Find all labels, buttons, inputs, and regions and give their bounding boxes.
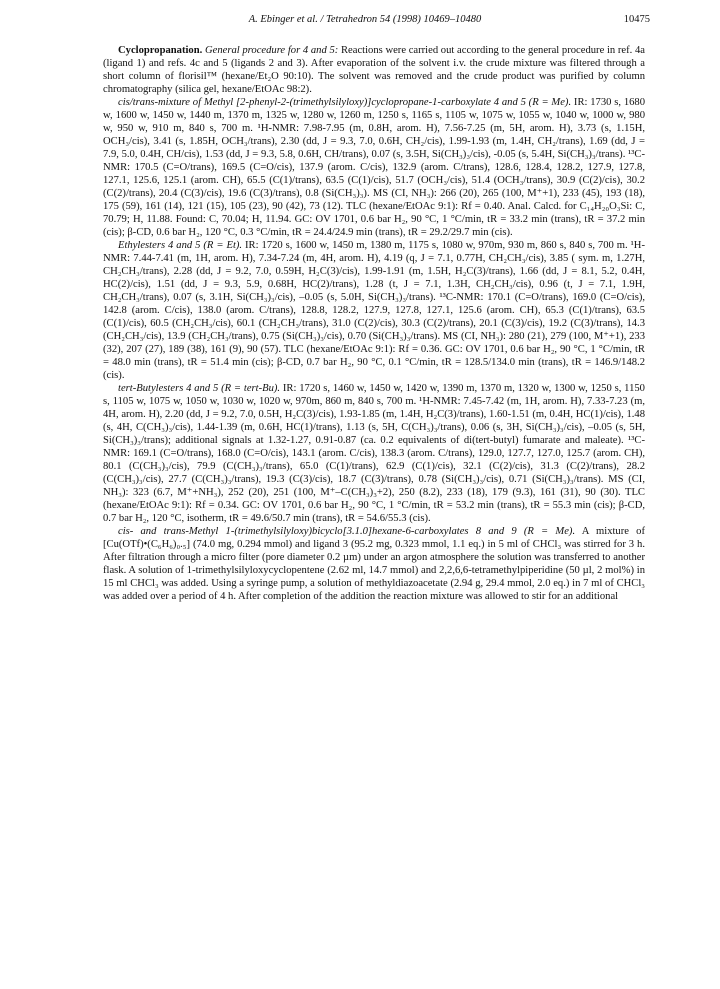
article-body (103, 44, 645, 603)
procedure-title: General procedure for 4 and 5: (202, 45, 339, 56)
paragraph-text: Reactions were carried out according to the general procedure in ref. 4a (ligand 1) and refs. 4c and 5 (ligands 2 and 3). After evaporation of the solvent i.v. the crude mixture was filtered through a short column of florisil™ (hexane/Et₂O 90:10). The solvent was removed and the crude product was purified by column chromatography (silica gel, hexane/EtOAc 98:2). (103, 45, 645, 95)
paragraph-text: IR: 1720 s, 1460 w, 1450 w, 1420 w, 1390 m, 1370 m, 1320 w, 1300 w, 1250 s, 1150 s, 1105 w, 1075 w, 1050 w, 1030 w, 1020 w, 970m, 860 m, 840 s, 700 m. ¹H-NMR: 7.45-7.42 (m, 1H, arom. H), 7.33-7.23 (m, 4H, arom. H), 2.20 (dd, J = 9.2, 7.0, 0.5H, H₂C(3)/cis), 1.93-1.85 (m, 1.4H, H₂C(3)/trans), 1.60-1.51 (m, 0.4H, HC(1)/cis), 1.48 (s, 4H, C(CH₃)₃/cis), 1.44-1.39 (m, 0.6H, HC(1)/trans), 1.13 (s, 5H, C(CH₃)₃/trans), 0.06 (s, 3H, Si(CH₃)₃/cis), –0.05 (s, 5H, Si(CH₃)₃/trans); additional signals at 1.32-1.27, 0.91-0.87 (ca. 0.2 equivalents of di(tert-butyl) fumarate and maleate). ¹³C-NMR: 169.1 (C=O/trans), 168.0 (C=O/cis), 143.1 (arom. C/cis), 138.3 (arom. C/trans), 129.0, 127.7, 127.0, 125.7 (arom. CH), 80.1 (C(CH₃)₃/cis), 79.9 (C(CH₃)₃/trans), 65.0 (C(1)/trans), 62.9 (C(1)/cis), 32.1 (C(2)/cis), 31.3 (C(2)/trans), 28.2 (C(CH₃)₃/cis), 27.7 (C(CH₃)₃/trans), 19.3 (C(3)/cis), 18.7 (C(3)/trans), 0.78 (Si(CH₃)₃/cis), 0.71 (Si(CH₃)₃/trans). MS (CI, NH₃): 323 (6.7, M⁺+NH₃), 252 (20), 251 (100, M⁺–C(CH₃)₃+2), 250 (8.2), 233 (18), 179 (9.3), 161 (31), 90 (30). TLC (hexane/EtOAc 9:1): Rf = 0.34. GC: OV 1701, 0.6 bar H₂, 90 °C, 1 °C/min, tR = 53.2 min (trans), tR = 55.3 min (cis); β-CD, 0.7 bar H₂, 120 °C, isotherm, tR = 49.6/50.7 min (trans), tR = 54.6/55.3 (cis). (103, 383, 645, 524)
paragraph-text: IR: 1730 s, 1680 w, 1600 w, 1450 w, 1440 m, 1370 m, 1325 w, 1280 w, 1260 m, 1250 s, 1165 s, 1105 w, 1075 w, 1055 w, 1040 w, 1000 w, 980 w, 950 w, 910 m, 840 s, 700 m. ¹H-NMR: 7.98-7.95 (m, 0.8H, arom. H), 7.56-7.25 (m, 5H, arom. H), 3.73 (s, 1.15H, OCH₃/cis), 3.41 (s, 1.85H, OCH₃/trans), 2.30 (dd, J = 9.3, 7.0, 0.6H, CH₂/cis), 1.99-1.93 (m, 1.4H, CH₂/trans), 1.69 (dd, J = 7.9, 5.0, 0.4H, CH/cis), 1.53 (dd, J = 9.3, 5.8, 0.6H, CH/trans), 0.07 (s, 3.5H, Si(CH₃)₃/cis), -0.05 (s, 5.4H, Si(CH₃)₃/trans). ¹³C-NMR: 170.5 (C=O/trans), 169.5 (C=O/cis), 137.9 (arom. C/cis), 132.9 (arom. C/trans), 128.6, 128.4, 128.2, 127.9, 127.8, 127.1, 125.6, 125.1 (arom. CH), 65.5 (C(1)/trans), 63.5 (C(1)/cis), 51.7 (OCH₃/cis), 51.4 (OCH₃/trans), 30.9 (C(2)/cis), 30.2 (C(2)/trans), 20.4 (C(3)/cis), 19.6 (C(3)/trans), 0.8 (Si(CH₃)₃). MS (CI, NH₃): 266 (20), 265 (100, M⁺+1), 233 (45), 193 (18), 175 (59), 161 (14), 121 (15), 105 (23), 90 (42), 73 (12). TLC (hexane/EtOAc 9:1): Rf = 0.40. Anal. Calcd. for C₁₄H₂₀O₃Si: C, 70.79; H, 11.88. Found: C, 70.04; H, 11.94. GC: OV 1701, 0.6 bar H₂, 90 °C, 1 °C/min, tR = 33.2 min (trans), tR = 37.2 min (cis); β-CD, 0.6 bar H₂, 120 °C, 0.3 °C/min, tR = 24.4/24.9 min (trans), tR = 29.2/29.7 min (cis). (103, 97, 646, 238)
paragraph-ethyl-esters (103, 239, 645, 382)
compound-title: Ethylesters 4 and 5 (R = Et). (118, 240, 243, 251)
page-number: 10475 (623, 14, 650, 25)
compound-title: tert-Butylesters 4 and 5 (R = tert-Bu). (118, 383, 281, 394)
paragraph-text: IR: 1720 s, 1600 w, 1450 m, 1380 m, 1175 s, 1080 w, 970m, 930 m, 860 s, 840 s, 700 m. ¹H-NMR: 7.44-7.41 (m, 1H, arom. H), 7.34-7.24 (m, 4H, arom. H), 4.19 (q, J = 7.1, 0.77H, CH₂CH₃/cis), 3.85 ( sym. m, 1.27H, CH₂CH₃/trans), 2.28 (dd, J = 9.2, 7.0, 0.59H, H₂C(3)/cis), 1.99-1.91 (m, 1.5H, H₂C(3)/trans), 1.66 (dd, J = 8.1, 5.2, 0.4H, HC(2)/cis), 1.51 (dd, J = 9.3, 5.9, 0.68H, HC(2)/trans), 1.28 (t, J = 7.1, 1.3H, CH₂CH₃/cis), 0.96 (t, J = 7.1, 1.9H, CH₂CH₃/trans), 0.07 (s, 3.1H, Si(CH₃)₃/cis), –0.05 (s, 5.0H, Si(CH₃)₃/trans). ¹³C-NMR: 170.1 (C=O/trans), 169.0 (C=O/cis), 142.8 (arom. C/cis), 138.0 (arom. C/trans), 128.8, 128.2, 127.9, 127.8, 127.1, 125.6 (arom. CH), 65.3 (C(1)/trans), 63.5 (C(1)/cis), 60.5 (CH₂CH₃/cis), 60.1 (CH₂CH₃/trans), 31.0 (C(2)/cis), 30.3 (C(2)/trans), 20.1 (C(3)/cis), 19.2 (C(3)/trans), 14.3 (CH₂CH₃/cis), 13.9 (CH₂CH₃/trans), 0.75 (Si(CH₃)₃/cis), 0.70 (Si(CH₃)₃/trans). MS (CI, NH₃): 280 (21), 279 (100, M⁺+1), 233 (32), 207 (27), 189 (38), 161 (9), 90 (57). TLC (hexane/EtOAc 9:1): Rf = 0.36. GC: OV 1701, 0.6 bar H₂, 90 °C, 1 °C/min, tR = 48.0 min (trans), tR = 51.4 min (cis); β-CD, 0.7 bar H₂, 90 °C, 0.1 °C/min, tR = 128.5/134.0 min (trans), tR = 146.9/148.2 (cis). (103, 240, 645, 381)
paragraph-tert-butyl-esters (103, 382, 645, 525)
running-title: A. Ebinger et al. / Tetrahedron 54 (1998) 10469–10480 (248, 14, 482, 25)
paragraph-methyl-esters (103, 96, 645, 239)
running-header (0, 14, 720, 30)
section-heading: Cyclopropanation. (118, 45, 203, 56)
paragraph-text: A mixture of [Cu(OTf)•(C₆H₆)₀.₅] (74.0 mg, 0.294 mmol) and ligand 3 (95.2 mg, 0.323 mmol, 1.1 eq.) in 5 ml of CHCl₃ was stirred for 3 h. After filtration through a micro filter (pore diameter 0.2 µm) under an argon atmosphere the solution was transferred to another flask. A solution of 1-trimethylsilyloxycyclopentene (2.62 ml, 14.7 mmol) and 2,2,6,6-tetramethylpiperidine (50 µl, 2 mol%) in 15 ml CHCl₃ was added. Using a syringe pump, a solution of methyldiazoacetate (2.94 g, 29.4 mmol, 2.0 eq.) in 7 ml of CHCl₃ was added over a period of 4 h. After completion of the addition the reaction mixture was allowed to stir for an additional (103, 526, 645, 602)
compound-title: cis/trans-mixture of Methyl [2-phenyl-2-(trimethylsilyloxy)]cyclopropane-1-carboxylate 4 and 5 (R = Me). (118, 97, 572, 108)
compound-title: cis- and trans-Methyl 1-(trimethylsilyloxy)bicyclo[3.1.0]hexane-6-carboxylates 8 and 9 (R = Me). (118, 526, 576, 537)
paragraph-bicyclohexane-esters (103, 525, 645, 603)
paragraph-cyclopropanation (103, 44, 645, 96)
